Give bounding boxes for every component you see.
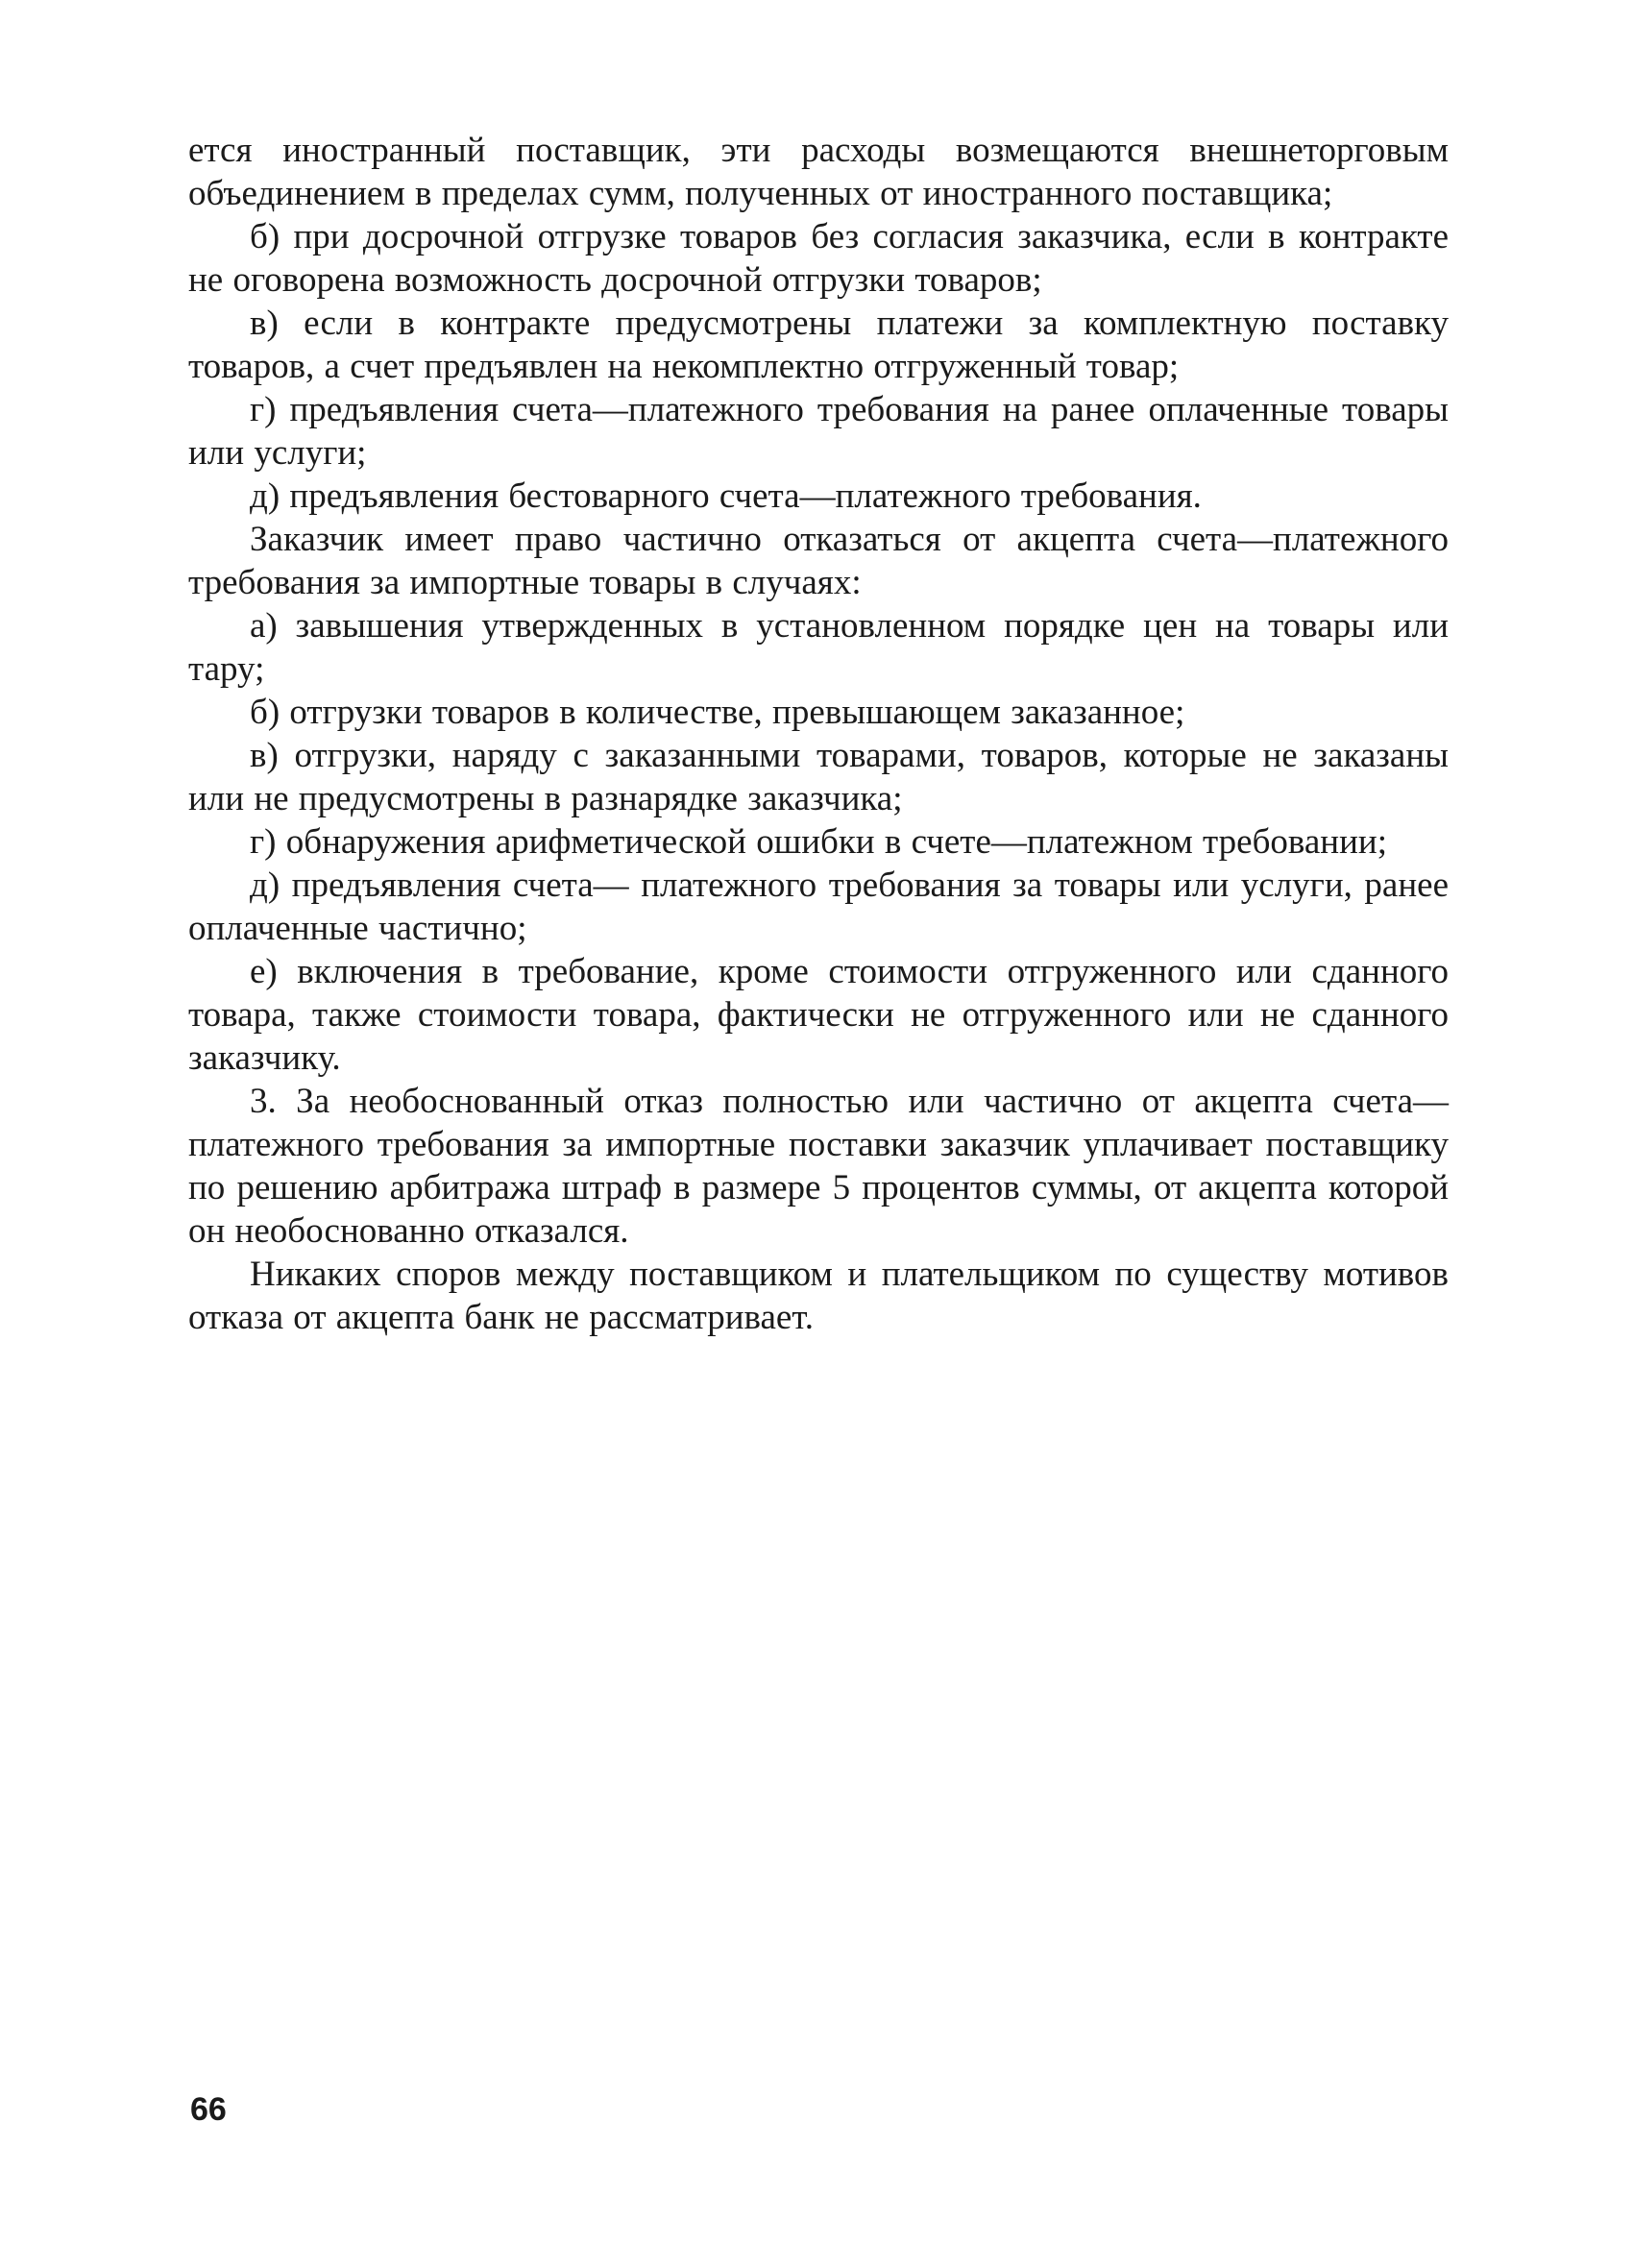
paragraph-item-d-partially-paid: д) предъявления счета— платежного требования за товары или услуги, ранее оплаченные частично; (188, 866, 1449, 948)
paragraph-item-b-excess-quantity: б) отгрузки товаров в количестве, превышающем заказанное; (250, 693, 1185, 732)
paragraph-item-g-arithmetic-error: г) обнаружения арифметической ошибки в счете—платежном требовании; (250, 822, 1387, 862)
body-text (188, 129, 1449, 1339)
paragraph-bank-disputes: Никаких споров между поставщиком и плательщиком по существу мотивов отказа от акцепта банк не рассматривает. (188, 1255, 1449, 1337)
paragraph-item-b-early-shipment: б) при досрочной отгрузке товаров без согласия заказчика, если в контракте не оговорена возможность досрочной отгрузки товаров; (188, 217, 1449, 300)
paragraph-item-e-not-shipped: е) включения в требование, кроме стоимости отгруженного или сданного товара, также стоимости товара, фактически не отгруженного или не сданного заказчику. (188, 952, 1449, 1078)
paragraph-item-a-inflated-prices: а) завышения утвержденных в установленном порядке цен на товары или тару; (188, 606, 1449, 689)
page-number: 66 (190, 2091, 227, 2128)
paragraph-continuation: ется иностранный поставщик, эти расходы возмещаются внешнеторговым объединением в пределах сумм, полученных от иностранного поставщика; (188, 131, 1449, 213)
paragraph-partial-refusal-intro: Заказчик имеет право частично отказаться от акцепта счета—платежного требования за импортные товары в случаях: (188, 520, 1449, 602)
paragraph-item-v-incomplete-delivery: в) если в контракте предусмотрены платежи за комплектную поставку товаров, а счет предъявлен на некомплектно отгруженный товар; (188, 304, 1449, 386)
paragraph-item-d-non-goods-invoice: д) предъявления бестоварного счета—платежного требования. (250, 476, 1202, 516)
paragraph-item-v-unordered-goods: в) отгрузки, наряду с заказанными товарами, товаров, которые не заказаны или не предусмотрены в разнарядке заказчика; (188, 736, 1449, 818)
paragraph-section-3-penalty: 3. За необоснованный отказ полностью или частично от акцепта счета—платежного требования за импортные поставки заказчик уплачивает поставщику по решению арбитража штраф в размере 5 процентов суммы, от акцепта которой он необоснованно отказался. (188, 1082, 1449, 1251)
paragraph-item-g-prepaid-goods: г) предъявления счета—платежного требования на ранее оплаченные товары или услуги; (188, 390, 1449, 473)
